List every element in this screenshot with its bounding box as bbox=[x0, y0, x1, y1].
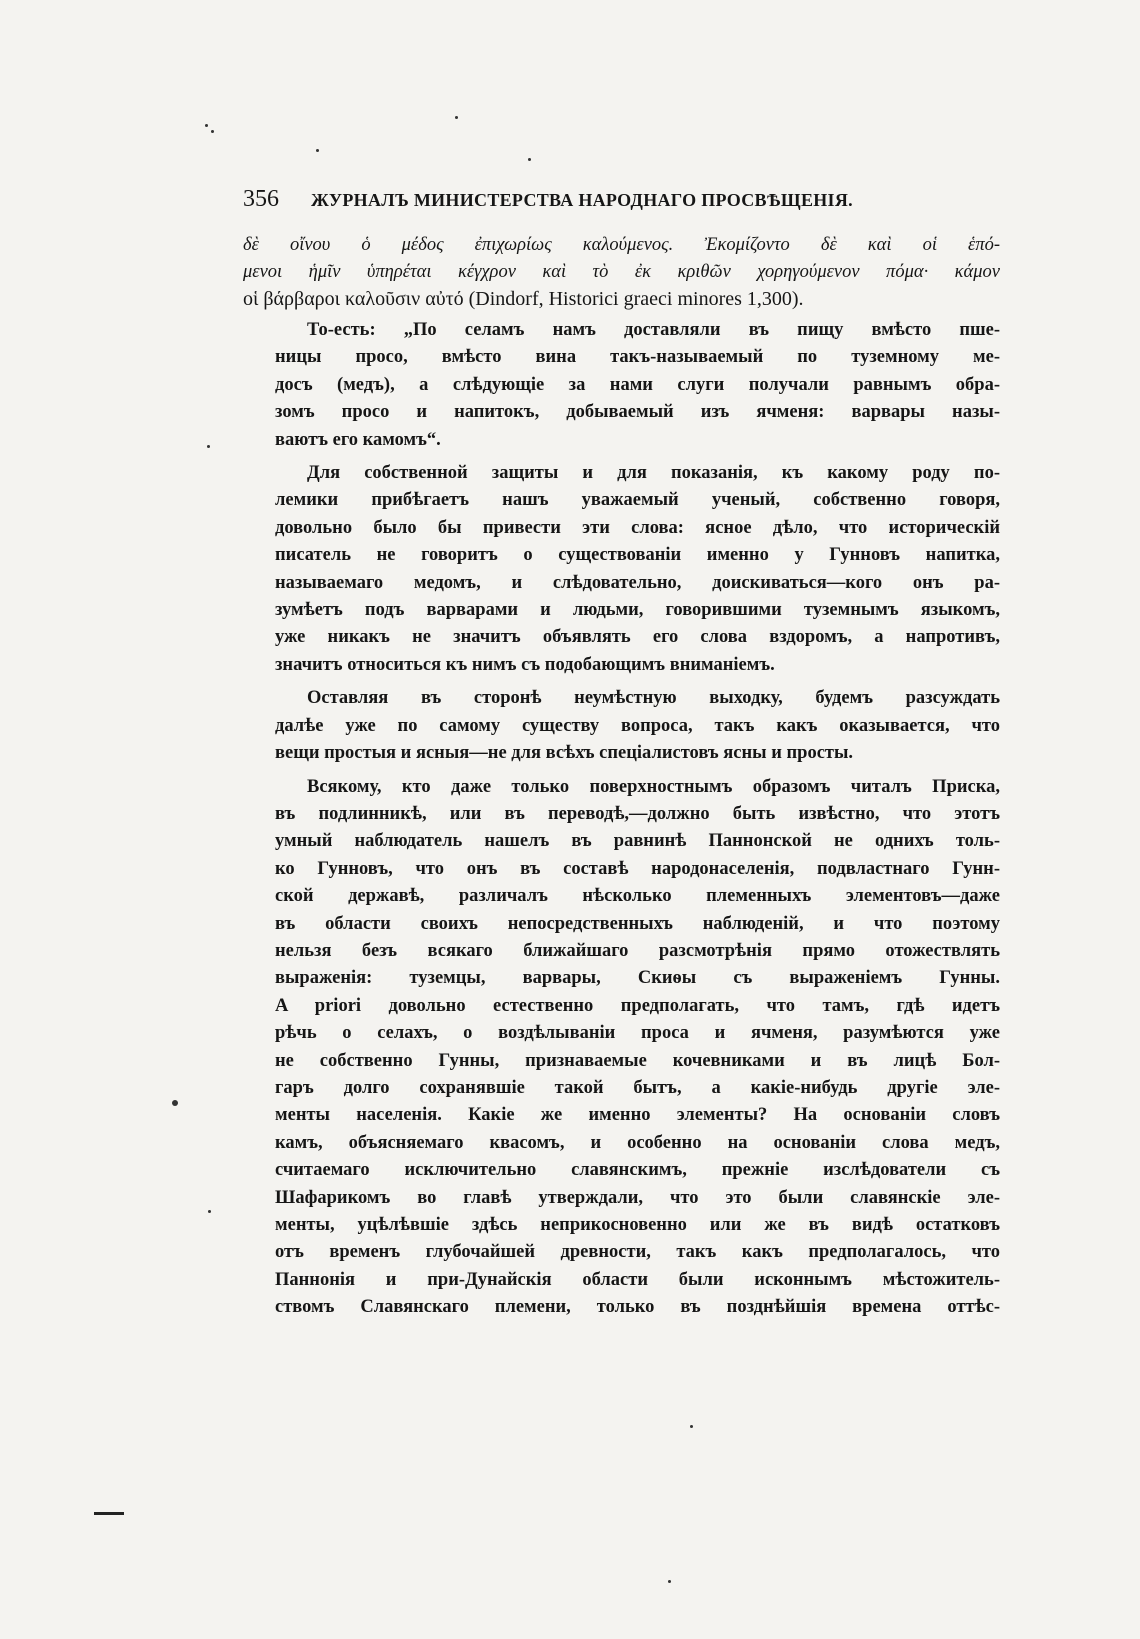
text-line: называемаго медомъ, и слѣдовательно, доискиваться—кого онъ ра- bbox=[275, 572, 1000, 593]
text-line: писатель не говоритъ о существованіи именно у Гунновъ напитка, bbox=[275, 545, 1000, 566]
text-line: ницы просо, вмѣсто вина такъ-называемый по туземному ме- bbox=[275, 347, 1000, 368]
scan-speck bbox=[211, 130, 214, 133]
text-line: лемики прибѣгаетъ нашъ уважаемый ученый, собственно говоря, bbox=[275, 490, 1000, 511]
text-line: Паннонія и при-Дунайскія области были исконнымъ мѣстожитель- bbox=[275, 1269, 1000, 1290]
text-line: считаемаго исключительно славянскимъ, прежніе изслѣдователи съ bbox=[275, 1160, 1000, 1181]
text-line: ствомъ Славянскаго племени, только въ позднѣйшія времена оттѣс- bbox=[275, 1297, 1000, 1318]
text-line: въ области своихъ непосредственныхъ наблюденій, и что поэтому bbox=[275, 913, 1000, 934]
scan-speck bbox=[207, 445, 210, 448]
text-line: уже никакъ не значитъ объявлять его слова вздоромъ, а напротивъ, bbox=[275, 627, 1000, 648]
text-line: Всякому, кто даже только поверхностнымъ образомъ читалъ Приска, bbox=[307, 776, 1000, 797]
text-line: не собственно Гунны, признаваемые кочевниками и въ лицѣ Бол- bbox=[275, 1050, 1000, 1071]
text-line: A priori довольно естественно предполагать, что тамъ, гдѣ идетъ bbox=[275, 995, 1000, 1016]
text-line: умный наблюдатель нашелъ въ равнинѣ Паннонской не однихъ толь- bbox=[275, 831, 1000, 852]
text-line: менты, уцѣлѣвшіе здѣсь неприкосновенно или же въ видѣ остатковъ bbox=[275, 1215, 1000, 1235]
scan-speck bbox=[668, 1580, 671, 1583]
greek-line: οἱ βάρβαροι καλοῦσιν αὐτό (Dindorf, Historici graeci minores 1,300). bbox=[243, 288, 804, 310]
text-line: довольно было бы привести эти слова: ясное дѣло, что историческій bbox=[275, 517, 1000, 538]
scan-speck bbox=[316, 149, 319, 152]
text-line: ко Гунновъ, что онъ въ составѣ народонаселенія, подвластнаго Гунн- bbox=[275, 858, 1000, 879]
scan-speck bbox=[172, 1100, 178, 1106]
scan-speck bbox=[208, 1210, 211, 1213]
paragraph bbox=[243, 774, 1000, 1322]
greek-line: μενοι ἡμῖν ὑπηρέται κέγχρον καὶ τὸ ἐκ κριθῶν χορηγούμενον πόμα· κάμον bbox=[243, 262, 1000, 282]
text-line: менты населенія. Какіе же именно элементы? На основаніи словъ bbox=[275, 1105, 1000, 1126]
text-line: значитъ относиться къ нимъ съ подобающимъ вниманіемъ. bbox=[275, 654, 775, 675]
body-text bbox=[243, 232, 1000, 1322]
text-line: далѣе уже по самому существу вопроса, такъ какъ оказывается, что bbox=[275, 715, 1000, 736]
text-line: Оставляя въ сторонѣ неумѣстную выходку, будемъ разсуждать bbox=[307, 688, 1000, 709]
paragraph bbox=[243, 317, 1000, 454]
scan-speck bbox=[528, 158, 531, 161]
paragraph bbox=[243, 460, 1000, 679]
scan-mark bbox=[94, 1512, 124, 1515]
text-line: камъ, объясняемаго квасомъ, и особенно на основаніи слова медъ, bbox=[275, 1132, 1000, 1153]
text-line: То-есть: „По селамъ намъ доставляли въ пищу вмѣсто пше- bbox=[307, 320, 1000, 340]
text-line: зумѣетъ подъ варварами и людьми, говорившими туземнымъ языкомъ, bbox=[275, 600, 1000, 621]
greek-line: δὲ οἴνου ὁ μέδος ἐπιχωρίως καλούμενος. Ἐκομίζοντο δὲ καὶ οἱ ἑπό- bbox=[243, 235, 1000, 255]
text-line: досъ (медъ), а слѣдующіе за нами слуги получали равнымъ обра- bbox=[275, 374, 1000, 395]
text-line: гаръ долго сохранявшіе такой бытъ, а какіе-нибудь другіе эле- bbox=[275, 1077, 1000, 1098]
greek-quotation bbox=[243, 232, 1000, 313]
text-line: въ подлинникѣ, или въ переводѣ,—должно быть извѣстно, что этотъ bbox=[275, 803, 1000, 824]
page-number: 356 bbox=[243, 186, 279, 212]
scan-speck bbox=[205, 124, 208, 127]
text-line: Шафарикомъ во главѣ утверждали, что это были славянскіе эле- bbox=[275, 1187, 1000, 1208]
text-line: нельзя безъ всякаго ближайшаго разсмотрѣнія прямо отожествлять bbox=[275, 940, 1000, 961]
text-line: выраженія: туземцы, варвары, Скиѳы съ выраженіемъ Гунны. bbox=[275, 968, 1000, 989]
paragraph bbox=[243, 685, 1000, 767]
scan-speck bbox=[690, 1425, 693, 1428]
text-line: зомъ просо и напитокъ, добываемый изъ ячменя: варвары назы- bbox=[275, 402, 1000, 423]
text-line: отъ временъ глубочайшей древности, такъ какъ предполагалось, что bbox=[275, 1242, 1000, 1263]
running-title: ЖУРНАЛЪ МИНИСТЕРСТВА НАРОДНАГО ПРОСВѢЩЕНІЯ. bbox=[311, 190, 853, 210]
running-header bbox=[243, 186, 1000, 213]
text-line: рѣчь о селахъ, о воздѣлываніи проса и ячменя, разумѣются уже bbox=[275, 1023, 1000, 1044]
text-line: Для собственной защиты и для показанія, къ какому роду по- bbox=[307, 463, 1000, 484]
text-line: ской державѣ, различалъ нѣсколько племенныхъ элементовъ—даже bbox=[275, 886, 1000, 907]
text-line: ваютъ его камомъ“. bbox=[275, 429, 441, 450]
scan-speck bbox=[455, 116, 458, 119]
text-line: вещи простыя и ясныя—не для всѣхъ спеціалистовъ ясны и просты. bbox=[275, 743, 854, 764]
